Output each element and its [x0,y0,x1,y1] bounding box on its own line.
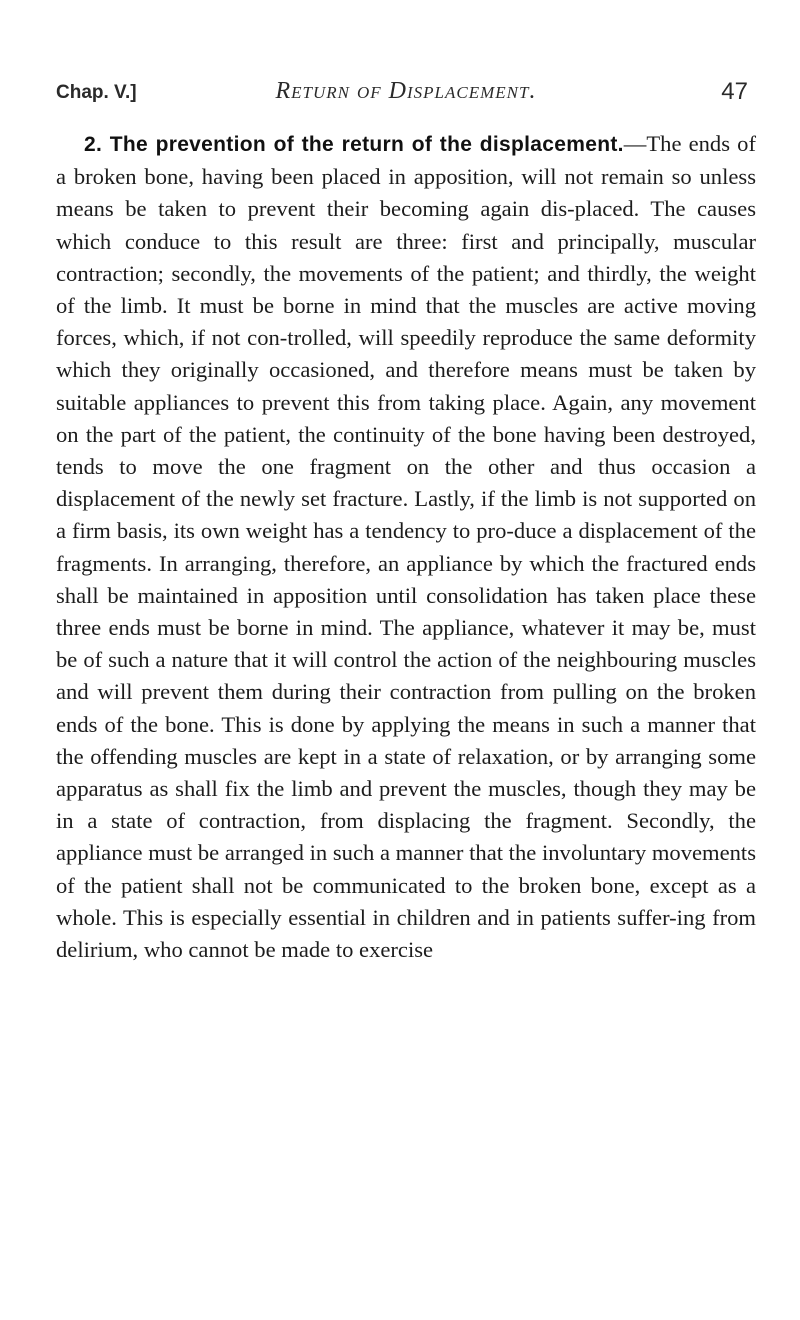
heading-dash: — [623,131,647,156]
section-body: The ends of a broken bone, having been placed in apposition, will not remain so unless means be taken to prevent their becoming again dis-placed. The causes which conduce to this result are three: first and principally, muscular contraction; secondly, the movements of the patient; and thirdly, the weight of the limb. It must be borne in mind that the muscles are active moving forces, which, if not con-trolled, will speedily reproduce the same deformity which they originally occasioned, and therefore means must be taken by suitable appliances to prevent this from taking place. Again, any movement on the part of the patient, the continuity of the bone having been destroyed, tends to move the one fragment on the other and thus occasion a displacement of the newly set fracture. Lastly, if the limb is not supported on a firm basis, its own weight has a tendency to pro-duce a displacement of the fragments. In arranging, therefore, an appliance by which the fractured ends shall be maintained in apposition until consolidation has taken place these three ends must be borne in mind. The appliance, whatever it may be, must be of such a nature that it will control the action of the neighbouring muscles and will prevent them during their contraction from pulling on the broken ends of the bone. This is done by applying the means in such a manner that the offending muscles are kept in a state of relaxation, or by arranging some apparatus as shall fix the limb and prevent the muscles, though they may be in a state of contraction, from displacing the fragment. Secondly, the appliance must be arranged in such a manner that the involuntary movements of the patient shall not be communicated to the broken bone, except as a whole. This is especially essential in children and in patients suffer-ing from delirium, who cannot be made to exercise [56,131,756,963]
page-number: 47 [721,78,748,105]
section-heading [84,133,624,156]
chapter-label: Chap. V.] [56,82,137,103]
running-head [56,50,756,105]
book-page [56,50,756,1290]
section-number: 2. [84,133,103,156]
section-title: The prevention of the return of the displacement. [109,133,624,156]
running-title: Return of Displacement. [275,78,537,104]
section-paragraph [56,128,756,966]
